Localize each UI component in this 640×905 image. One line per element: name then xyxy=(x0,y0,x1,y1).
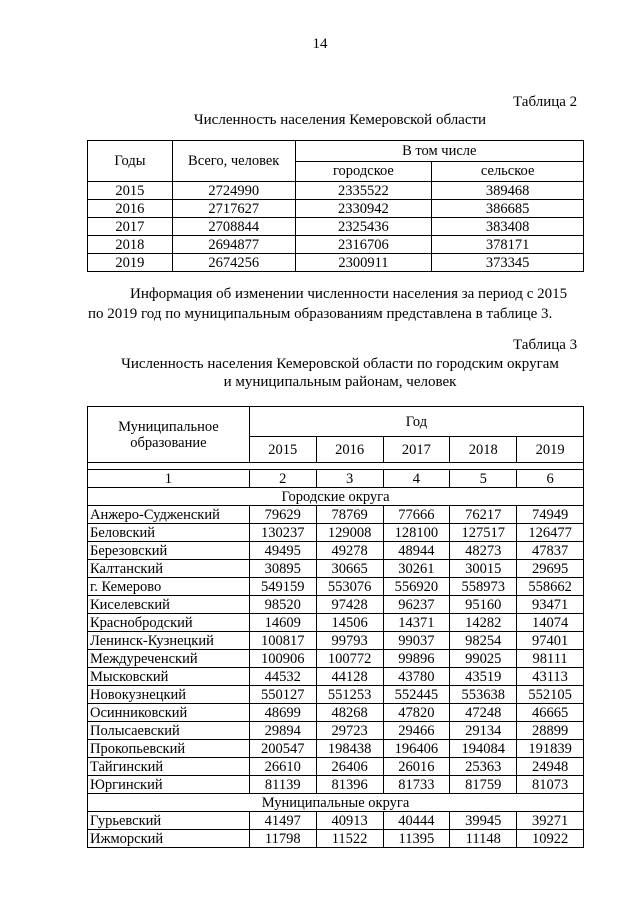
population-cell: 97401 xyxy=(517,632,584,650)
table-row xyxy=(88,182,584,200)
table-cell: 2674256 xyxy=(172,254,295,272)
population-cell: 14282 xyxy=(450,614,517,632)
table2-header-including: В том числе xyxy=(295,141,583,162)
population-cell: 96237 xyxy=(383,596,450,614)
section-row xyxy=(88,794,584,812)
population-cell: 43780 xyxy=(383,668,450,686)
population-cell: 10922 xyxy=(517,830,584,848)
table-row xyxy=(88,668,584,686)
table-row xyxy=(88,758,584,776)
table-row xyxy=(88,254,584,272)
population-cell: 100906 xyxy=(249,650,316,668)
population-cell: 29723 xyxy=(316,722,383,740)
population-cell: 14371 xyxy=(383,614,450,632)
municipality-name: Юргинский xyxy=(88,776,250,794)
table-cell: 2019 xyxy=(88,254,173,272)
table-row xyxy=(88,560,584,578)
population-cell: 97428 xyxy=(316,596,383,614)
table-row xyxy=(88,524,584,542)
population-cell: 78769 xyxy=(316,506,383,524)
municipality-name: Анжеро-Судженский xyxy=(88,506,250,524)
municipality-name: г. Кемерово xyxy=(88,578,250,596)
population-cell: 126477 xyxy=(517,524,584,542)
population-cell: 99793 xyxy=(316,632,383,650)
population-cell: 128100 xyxy=(383,524,450,542)
population-cell: 552105 xyxy=(517,686,584,704)
population-cell: 48268 xyxy=(316,704,383,722)
table3-year-header: 2019 xyxy=(517,437,584,463)
table3-title xyxy=(60,355,620,391)
population-cell: 49495 xyxy=(249,542,316,560)
table-cell: 2016 xyxy=(88,200,173,218)
table-row xyxy=(88,596,584,614)
population-cell: 194084 xyxy=(450,740,517,758)
municipality-name: Киселевский xyxy=(88,596,250,614)
population-cell: 24948 xyxy=(517,758,584,776)
table-cell: 2018 xyxy=(88,236,173,254)
table3-header-municipality: Муниципальное образование xyxy=(88,407,250,463)
table3-year-header: 2018 xyxy=(450,437,517,463)
population-cell: 553638 xyxy=(450,686,517,704)
municipality-name: Мысковский xyxy=(88,668,250,686)
population-cell: 74949 xyxy=(517,506,584,524)
table-cell: 383408 xyxy=(432,218,584,236)
table-row xyxy=(88,740,584,758)
table-row xyxy=(88,236,584,254)
population-cell: 99037 xyxy=(383,632,450,650)
section-row xyxy=(88,488,584,506)
municipality-name: Тайгинский xyxy=(88,758,250,776)
population-cell: 558973 xyxy=(450,578,517,596)
table3-column-number: 4 xyxy=(383,470,450,488)
population-cell: 41497 xyxy=(249,812,316,830)
population-cell: 100772 xyxy=(316,650,383,668)
table-row xyxy=(88,506,584,524)
population-cell: 26610 xyxy=(249,758,316,776)
population-cell: 30015 xyxy=(450,560,517,578)
municipality-name: Ижморский xyxy=(88,830,250,848)
population-cell: 29134 xyxy=(450,722,517,740)
table-cell: 2330942 xyxy=(295,200,432,218)
table3-column-number: 5 xyxy=(450,470,517,488)
population-cell: 40444 xyxy=(383,812,450,830)
table3-label: Таблица 3 xyxy=(513,337,578,353)
population-cell: 98254 xyxy=(450,632,517,650)
table-cell: 386685 xyxy=(432,200,584,218)
population-cell: 48699 xyxy=(249,704,316,722)
table2-title: Численность населения Кемеровской области xyxy=(193,112,487,128)
population-cell: 29695 xyxy=(517,560,584,578)
population-cell: 14506 xyxy=(316,614,383,632)
table3-title-line1: Численность населения Кемеровской области по городским округам xyxy=(121,356,559,372)
municipality-name: Ленинск-Кузнецкий xyxy=(88,632,250,650)
population-cell: 98520 xyxy=(249,596,316,614)
population-cell: 196406 xyxy=(383,740,450,758)
section-header: Муниципальные округа xyxy=(88,794,584,812)
population-cell: 43519 xyxy=(450,668,517,686)
table2-header-years: Годы xyxy=(88,141,173,182)
population-cell: 29466 xyxy=(383,722,450,740)
population-cell: 81396 xyxy=(316,776,383,794)
population-cell: 553076 xyxy=(316,578,383,596)
table3-year-header: 2015 xyxy=(249,437,316,463)
population-cell: 49278 xyxy=(316,542,383,560)
population-cell: 11798 xyxy=(249,830,316,848)
population-cell: 76217 xyxy=(450,506,517,524)
population-cell: 44128 xyxy=(316,668,383,686)
population-cell: 46665 xyxy=(517,704,584,722)
population-cell: 198438 xyxy=(316,740,383,758)
municipality-name: Калтанский xyxy=(88,560,250,578)
table-cell: 2335522 xyxy=(295,182,432,200)
population-cell: 26406 xyxy=(316,758,383,776)
table-row xyxy=(88,578,584,596)
table3-year-header: 2017 xyxy=(383,437,450,463)
table-row xyxy=(88,830,584,848)
table3-municipal-population xyxy=(87,406,584,848)
table-cell: 2708844 xyxy=(172,218,295,236)
table-cell: 2325436 xyxy=(295,218,432,236)
table2-header-total: Всего, человек xyxy=(172,141,295,182)
population-cell: 25363 xyxy=(450,758,517,776)
population-cell: 77666 xyxy=(383,506,450,524)
population-cell: 99025 xyxy=(450,650,517,668)
table-cell: 2316706 xyxy=(295,236,432,254)
table-row xyxy=(88,632,584,650)
municipality-name: Полысаевский xyxy=(88,722,250,740)
population-cell: 98111 xyxy=(517,650,584,668)
population-cell: 44532 xyxy=(249,668,316,686)
population-cell: 100817 xyxy=(249,632,316,650)
table3-column-number: 1 xyxy=(88,470,250,488)
population-cell: 11395 xyxy=(383,830,450,848)
population-cell: 30665 xyxy=(316,560,383,578)
population-cell: 200547 xyxy=(249,740,316,758)
population-cell: 26016 xyxy=(383,758,450,776)
table2-population xyxy=(87,140,584,272)
table3-column-number: 3 xyxy=(316,470,383,488)
info-paragraph-line2: по 2019 год по муниципальным образованиям представлена в таблице 3. xyxy=(88,306,553,322)
population-cell: 558662 xyxy=(517,578,584,596)
table-row xyxy=(88,542,584,560)
table-cell: 2300911 xyxy=(295,254,432,272)
table-cell: 373345 xyxy=(432,254,584,272)
population-cell: 29894 xyxy=(249,722,316,740)
population-cell: 551253 xyxy=(316,686,383,704)
municipality-name: Новокузнецкий xyxy=(88,686,250,704)
population-cell: 550127 xyxy=(249,686,316,704)
population-cell: 30895 xyxy=(249,560,316,578)
population-cell: 14609 xyxy=(249,614,316,632)
table-cell: 389468 xyxy=(432,182,584,200)
table3-column-number: 2 xyxy=(249,470,316,488)
table3-year-header: 2016 xyxy=(316,437,383,463)
population-cell: 93471 xyxy=(517,596,584,614)
section-header: Городские округа xyxy=(88,488,584,506)
population-cell: 28899 xyxy=(517,722,584,740)
table2-header-rural: сельское xyxy=(432,161,584,182)
population-cell: 99896 xyxy=(383,650,450,668)
municipality-name: Краснобродский xyxy=(88,614,250,632)
population-cell: 81139 xyxy=(249,776,316,794)
table-row xyxy=(88,686,584,704)
table-cell: 378171 xyxy=(432,236,584,254)
population-cell: 191839 xyxy=(517,740,584,758)
population-cell: 47837 xyxy=(517,542,584,560)
table-row xyxy=(88,704,584,722)
population-cell: 81759 xyxy=(450,776,517,794)
population-cell: 81073 xyxy=(517,776,584,794)
population-cell: 11522 xyxy=(316,830,383,848)
table-row xyxy=(88,650,584,668)
table-row xyxy=(88,812,584,830)
table-cell: 2017 xyxy=(88,218,173,236)
municipality-name: Осинниковский xyxy=(88,704,250,722)
population-cell: 11148 xyxy=(450,830,517,848)
population-cell: 95160 xyxy=(450,596,517,614)
population-cell: 129008 xyxy=(316,524,383,542)
table3-title-line2: и муниципальным районам, человек xyxy=(223,374,457,390)
table3-header-year: Год xyxy=(249,407,583,437)
table-cell: 2724990 xyxy=(172,182,295,200)
population-cell: 79629 xyxy=(249,506,316,524)
population-cell: 48944 xyxy=(383,542,450,560)
population-cell: 556920 xyxy=(383,578,450,596)
population-cell: 552445 xyxy=(383,686,450,704)
population-cell: 130237 xyxy=(249,524,316,542)
page-number: 14 xyxy=(312,36,328,52)
table-row xyxy=(88,776,584,794)
municipality-name: Междуреченский xyxy=(88,650,250,668)
table-row xyxy=(88,200,584,218)
municipality-name: Гурьевский xyxy=(88,812,250,830)
population-cell: 47248 xyxy=(450,704,517,722)
population-cell: 549159 xyxy=(249,578,316,596)
population-cell: 14074 xyxy=(517,614,584,632)
table3-column-number: 6 xyxy=(517,470,584,488)
table2-label: Таблица 2 xyxy=(513,94,578,110)
population-cell: 30261 xyxy=(383,560,450,578)
municipality-name: Березовский xyxy=(88,542,250,560)
population-cell: 40913 xyxy=(316,812,383,830)
population-cell: 48273 xyxy=(450,542,517,560)
info-paragraph-line1: Информация об изменении численности населения за период с 2015 xyxy=(130,286,568,302)
table-row xyxy=(88,218,584,236)
population-cell: 81733 xyxy=(383,776,450,794)
table-cell: 2015 xyxy=(88,182,173,200)
info-paragraph xyxy=(88,284,584,324)
municipality-name: Прокопьевский xyxy=(88,740,250,758)
table-cell: 2717627 xyxy=(172,200,295,218)
table-row xyxy=(88,722,584,740)
population-cell: 47820 xyxy=(383,704,450,722)
municipality-name: Беловский xyxy=(88,524,250,542)
table-row xyxy=(88,614,584,632)
population-cell: 127517 xyxy=(450,524,517,542)
population-cell: 39945 xyxy=(450,812,517,830)
table-cell: 2694877 xyxy=(172,236,295,254)
population-cell: 43113 xyxy=(517,668,584,686)
population-cell: 39271 xyxy=(517,812,584,830)
table2-header-urban: городское xyxy=(295,161,432,182)
